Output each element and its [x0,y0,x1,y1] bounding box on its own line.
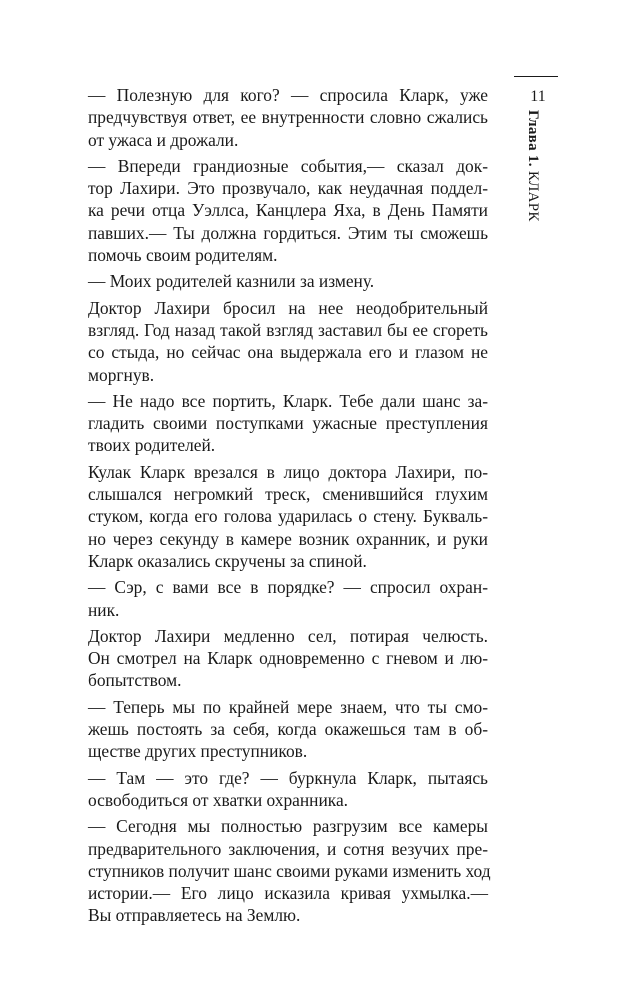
text-line: со стыда, но сейчас она выдержала его и глазом не [88,342,488,363]
paragraph [88,696,488,763]
text-line: Кларк оказались скручены за спиной. [88,550,367,571]
text-line: предчувствуя ответ, ее внутренности словно сжались [88,107,488,128]
text-line: стуком, когда его голова ударилась о стену. Букваль- [88,506,488,527]
text-line: — Впереди грандиозные события,— сказал док- [88,155,488,176]
paragraph [88,155,488,266]
text-line: слышался негромкий треск, сменившийся глухим [88,484,488,505]
text-line: ступников получит шанс своими руками изменить ход [88,860,491,881]
text-line: ник. [88,599,120,620]
chapter-label: Глава 1. [525,110,541,167]
text-line: Кулак Кларк врезался в лицо доктора Лахири, по- [88,461,488,482]
text-line: Доктор Лахири медленно сел, потирая челюсть. [88,625,488,646]
running-head [524,110,541,222]
text-line: — Моих родителей казнили за измену. [88,271,375,292]
page-number: 11 [530,88,546,105]
text-line: тор Лахири. Это прозвучало, как неудачная поддел- [88,178,488,199]
text-line: — Сэр, с вами все в порядке? — спросил охран- [88,577,488,598]
paragraph [88,767,488,812]
paragraph [88,270,488,292]
text-line: Вы отправляетесь на Землю. [88,905,301,926]
text-line: — Сегодня мы полностью разгрузим все камеры [88,816,488,837]
paragraph [88,390,488,457]
text-line: ка речи отца Уэллса, Канцлера Яха, в День Памяти [88,200,488,221]
text-line: ществе других преступников. [88,741,308,762]
text-line: — Теперь мы по крайней мере знаем, что ты смо- [88,696,488,717]
text-line: твоих родителей. [88,435,216,456]
text-line: бопытством. [88,670,182,691]
paragraph [88,625,488,692]
text-line: павших.— Ты должна гордиться. Этим ты сможешь [88,222,488,243]
text-line: — Не надо все портить, Кларк. Тебе дали шанс за- [88,390,488,411]
text-line: — Полезную для кого? — спросила Кларк, уже [88,85,488,105]
chapter-title: КЛАРК [525,170,541,222]
text-line: гладить своими поступками ужасные преступления [88,413,488,434]
paragraph [88,84,488,151]
text-line: освободиться от хватки охранника. [88,789,349,810]
paragraph [88,461,488,572]
paragraph [88,576,488,621]
paragraph [88,297,488,386]
text-line: Он смотрел на Кларк одновременно с гневом и лю- [88,648,488,669]
text-line: жешь постоять за себя, когда окажешься там в об- [88,719,488,740]
text-line: предварительного заключения, и сотня везучих пре- [88,838,488,859]
header-rule [514,76,558,77]
paragraph [88,815,491,926]
text-line: моргнув. [88,364,155,385]
text-line: истории.— Его лицо исказила кривая ухмылка.— [88,883,488,904]
text-line: взгляд. Год назад такой взгляд заставил бы ее сгореть [88,319,488,340]
text-line: — Там — это где? — буркнула Кларк, пытаясь [88,767,488,788]
text-line: от ужаса и дрожали. [88,129,239,150]
text-line: Доктор Лахири бросил на нее неодобрительный [88,297,488,318]
body-text [88,84,491,931]
text-line: но через секунду в камере возник охранник, и руки [88,528,488,549]
text-line: помочь своим родителям. [88,245,278,266]
